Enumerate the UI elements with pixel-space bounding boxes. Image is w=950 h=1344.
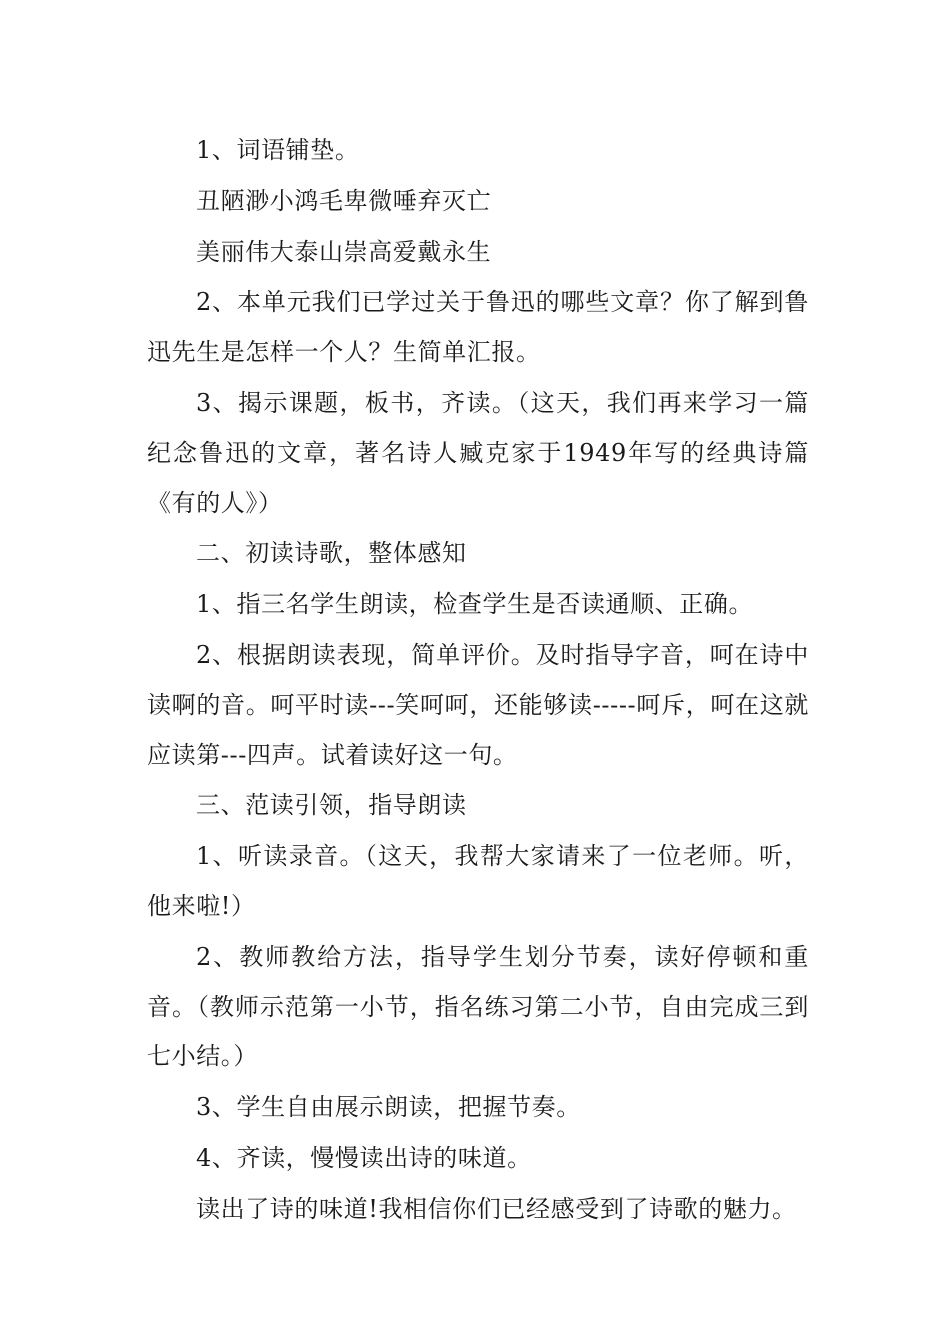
paragraph-listen-recording: 1、听读录音。（这天，我帮大家请来了一位老师。听，他来啦!） — [147, 842, 809, 920]
paragraph-pronunciation: 2、根据朗读表现，简单评价。及时指导字音，呵在诗中读啊的音。呵平时读---笑呵呵，还能够读-----呵斥，呵在这就应读第---四声。试着读好这一句。 — [147, 640, 809, 769]
section-heading-model-reading: 三、范读引领，指导朗读 — [196, 791, 467, 820]
paragraph-choral-reading: 4、齐读，慢慢读出诗的味道。 — [196, 1143, 532, 1172]
section-heading-first-reading: 二、初读诗歌，整体感知 — [196, 539, 467, 568]
paragraph-vocab-negative: 丑陋渺小鸿毛卑微唾弃灭亡 — [196, 186, 492, 215]
paragraph-closing-remark: 读出了诗的味道!我相信你们已经感受到了诗歌的魅力。 — [196, 1194, 797, 1223]
paragraph-unit-review: 2、本单元我们已学过关于鲁迅的哪些文章？你了解到鲁迅先生是怎样一个人？生简单汇报。 — [147, 288, 809, 367]
paragraph-student-reading: 1、指三名学生朗读，检查学生是否读通顺、正确。 — [196, 590, 754, 619]
document-body — [147, 126, 809, 1236]
paragraph-vocab-heading: 1、词语铺垫。 — [196, 136, 360, 164]
paragraph-teaching-method: 2、教师教给方法，指导学生划分节奏，读好停顿和重音。（教师示范第一小节，指名练习第二小节，自由完成三到七小结。） — [147, 942, 809, 1071]
paragraph-reveal-topic: 3、揭示课题，板书，齐读。（这天，我们再来学习一篇纪念鲁迅的文章，著名诗人臧克家于1949年写的经典诗篇《有的人》） — [147, 388, 809, 517]
paragraph-free-reading: 3、学生自由展示朗读，把握节奏。 — [196, 1093, 581, 1122]
paragraph-vocab-positive: 美丽伟大泰山崇高爱戴永生 — [196, 237, 492, 266]
